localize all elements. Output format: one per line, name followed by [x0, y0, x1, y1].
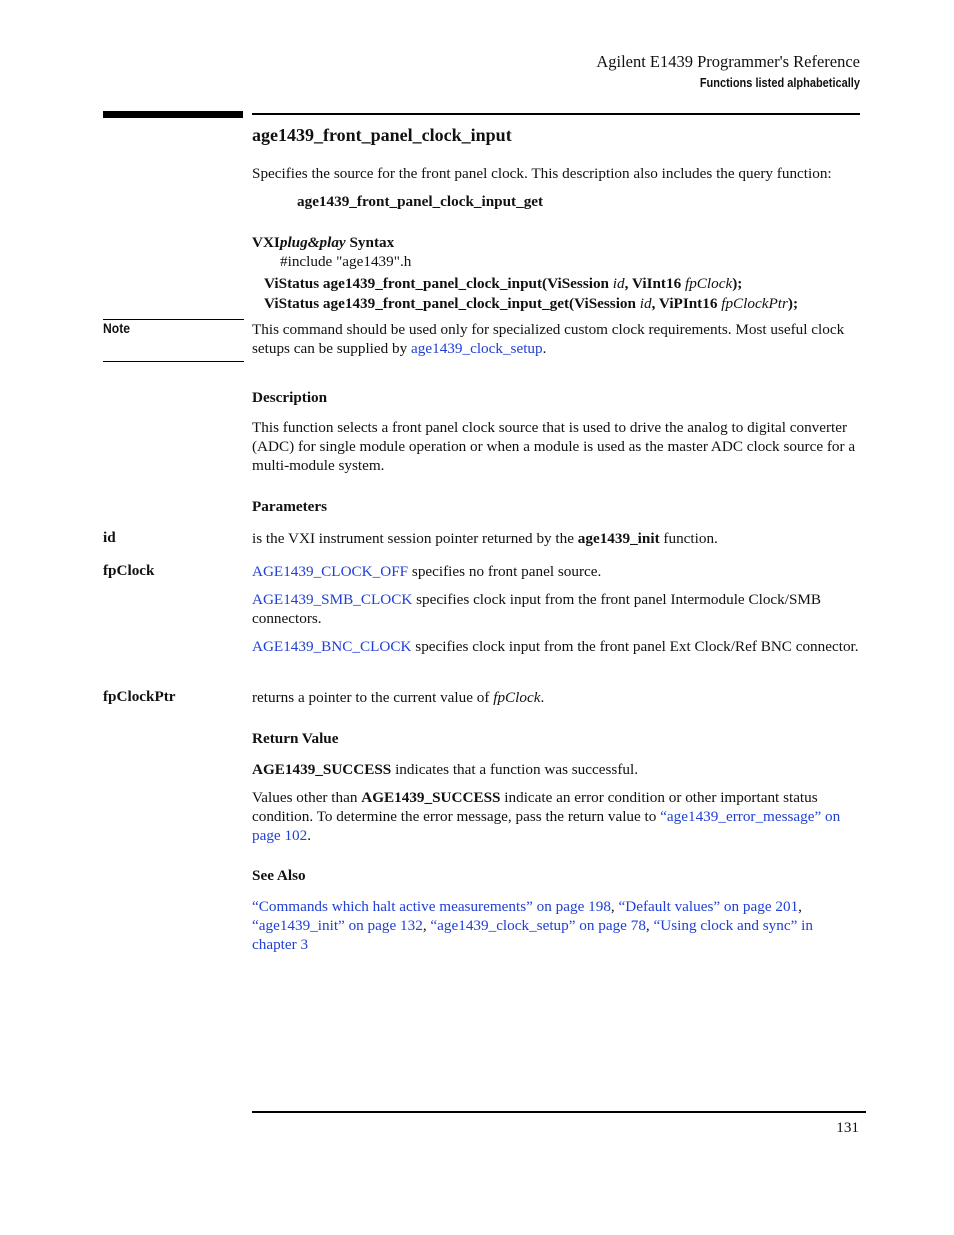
see-also-link[interactable]: “Default values” on page 201: [618, 898, 799, 915]
parameters-heading: Parameters: [252, 498, 328, 515]
see-also-sep: ,: [422, 917, 431, 934]
syntax-2-arg2: fpClockPtr: [721, 295, 788, 312]
note-rule-bottom: [103, 361, 244, 362]
syntax-1-pre: ViStatus age1439_front_panel_clock_input(ViSession: [264, 275, 613, 292]
syntax-2-mid: , ViPInt16: [651, 295, 722, 312]
clock-off-link[interactable]: AGE1439_CLOCK_OFF: [252, 563, 409, 580]
fpclockptr-post: .: [540, 689, 545, 706]
syntax-heading-suffix: Syntax: [345, 234, 395, 251]
see-also-link[interactable]: “age1439_clock_setup” on page 78: [430, 917, 646, 934]
see-also-links: [252, 897, 860, 954]
return-value-heading: Return Value: [252, 730, 339, 747]
see-also-link[interactable]: “age1439_init” on page 132: [252, 917, 423, 934]
running-header-title: Agilent E1439 Programmer's Reference: [596, 52, 860, 71]
note-link[interactable]: age1439_clock_setup: [411, 340, 543, 357]
query-function-name: age1439_front_panel_clock_input_get: [297, 193, 544, 210]
smb-clock-link[interactable]: AGE1439_SMB_CLOCK: [252, 591, 413, 608]
syntax-include: #include "age1439".h: [280, 253, 412, 270]
syntax-1-post: );: [732, 275, 743, 292]
param-fpclock-item: [252, 637, 860, 656]
note-text: [252, 320, 860, 358]
error-message-link[interactable]: “age1439_error_message” on page 102: [252, 808, 841, 844]
return-success-bold: AGE1439_SUCCESS: [252, 761, 392, 778]
param-id-post: function.: [659, 530, 718, 547]
param-id-pre: is the VXI instrument session pointer returned by the: [252, 530, 578, 547]
syntax-line-2: [264, 295, 798, 313]
section-bar-left: [103, 111, 243, 118]
function-title: age1439_front_panel_clock_input: [252, 125, 512, 145]
note-body: This command should be used only for specialized custom clock requirements. Most useful clock setups can be supplied by: [252, 321, 845, 357]
bnc-clock-text: specifies clock input from the front panel Ext Clock/Ref BNC connector.: [411, 638, 859, 655]
fpclockptr-pre: returns a pointer to the current value of: [252, 689, 494, 706]
syntax-line-1: [264, 275, 742, 293]
note-end: .: [542, 340, 547, 357]
param-id-bold: age1439_init: [577, 530, 660, 547]
return-p1-text: indicates that a function was successful.: [391, 761, 638, 778]
syntax-1-mid: , ViInt16: [624, 275, 685, 292]
bnc-clock-link[interactable]: AGE1439_BNC_CLOCK: [252, 638, 412, 655]
note-label: Note: [103, 321, 130, 336]
see-also-link[interactable]: “Using clock and sync” in chapter 3: [252, 917, 813, 953]
see-also-link[interactable]: “Commands which halt active measurements” on page 198: [252, 898, 611, 915]
fpclockptr-italic: fpClock: [493, 689, 541, 706]
page-number: 131: [836, 1119, 859, 1136]
param-fpclockptr-desc: [252, 688, 860, 707]
return-p2-pre: Values other than: [252, 789, 362, 806]
param-id-name: id: [103, 529, 116, 546]
section-rule: [252, 113, 860, 115]
syntax-1-arg1: id: [612, 275, 625, 292]
note-rule-top: [103, 319, 244, 320]
description-heading: Description: [252, 389, 328, 406]
param-id-desc: [252, 529, 860, 548]
see-also-sep: ,: [645, 917, 654, 934]
function-intro: Specifies the source for the front panel clock. This description also includes the query function:: [252, 165, 832, 182]
syntax-1-arg2: fpClock: [684, 275, 733, 292]
syntax-2-pre: ViStatus age1439_front_panel_clock_input_get(ViSession: [264, 295, 640, 312]
syntax-heading: [252, 234, 394, 252]
return-p2-bold: AGE1439_SUCCESS: [361, 789, 501, 806]
see-also-heading: See Also: [252, 867, 306, 884]
return-value-p1: [252, 760, 860, 779]
param-fpclock-item: [252, 562, 860, 581]
return-p2-mid: indicate an error condition or other important status condition. To determine the error message, pass the return value to: [252, 789, 818, 825]
return-value-p2: [252, 788, 860, 845]
param-fpclock-name: fpClock: [103, 562, 155, 579]
clock-off-text: specifies no front panel source.: [408, 563, 602, 580]
description-text: This function selects a front panel clock source that is used to drive the analog to digital converter (ADC) for single module operation or when a module is used as the master ADC clock source for a multi-module system.: [252, 419, 856, 474]
see-also-sep: ,: [610, 898, 619, 915]
param-fpclockptr-name: fpClockPtr: [103, 688, 176, 705]
param-fpclock-item: [252, 590, 860, 628]
smb-clock-text: specifies clock input from the front panel Intermodule Clock/SMB connectors.: [252, 591, 822, 627]
see-also-sep: ,: [798, 898, 802, 915]
syntax-heading-italic: plug&play: [279, 234, 346, 251]
syntax-2-post: );: [787, 295, 799, 312]
syntax-2-arg1: id: [639, 295, 652, 312]
footer-rule: [252, 1111, 866, 1113]
return-p2-end: .: [307, 827, 312, 844]
syntax-heading-prefix: VXI: [252, 234, 280, 251]
running-header-section: Functions listed alphabetically: [699, 76, 860, 90]
